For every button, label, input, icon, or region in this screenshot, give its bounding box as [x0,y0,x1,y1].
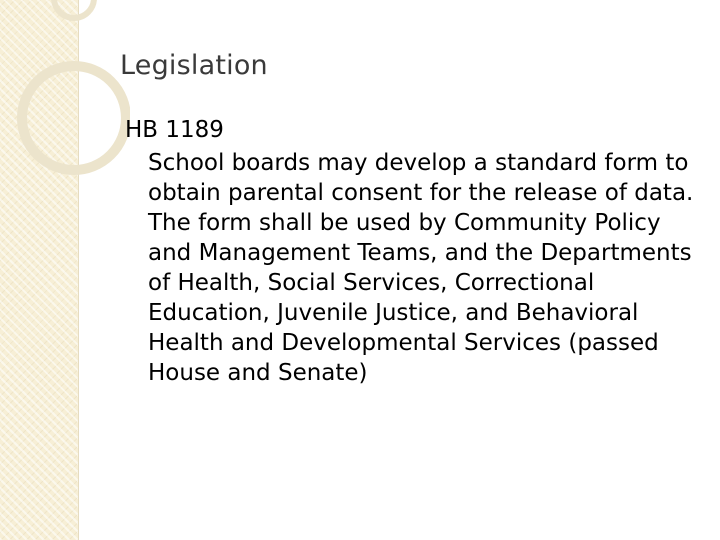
decorative-rings-icon [0,0,130,200]
slide-body [125,117,705,388]
slide-title: Legislation [120,50,268,81]
bill-description: School boards may develop a standard form to obtain parental consent for the release of data. The form shall be used by Community Policy and Management Teams, and the Departments of Health, Social Services, Correctional Education, Juvenile Justice, and Behavioral Health and Developmental Services (passed House and Senate) [148,150,694,386]
bill-id: HB 1189 [125,117,224,143]
decorative-ring-small [54,0,94,18]
decorative-ring-large [22,66,126,170]
